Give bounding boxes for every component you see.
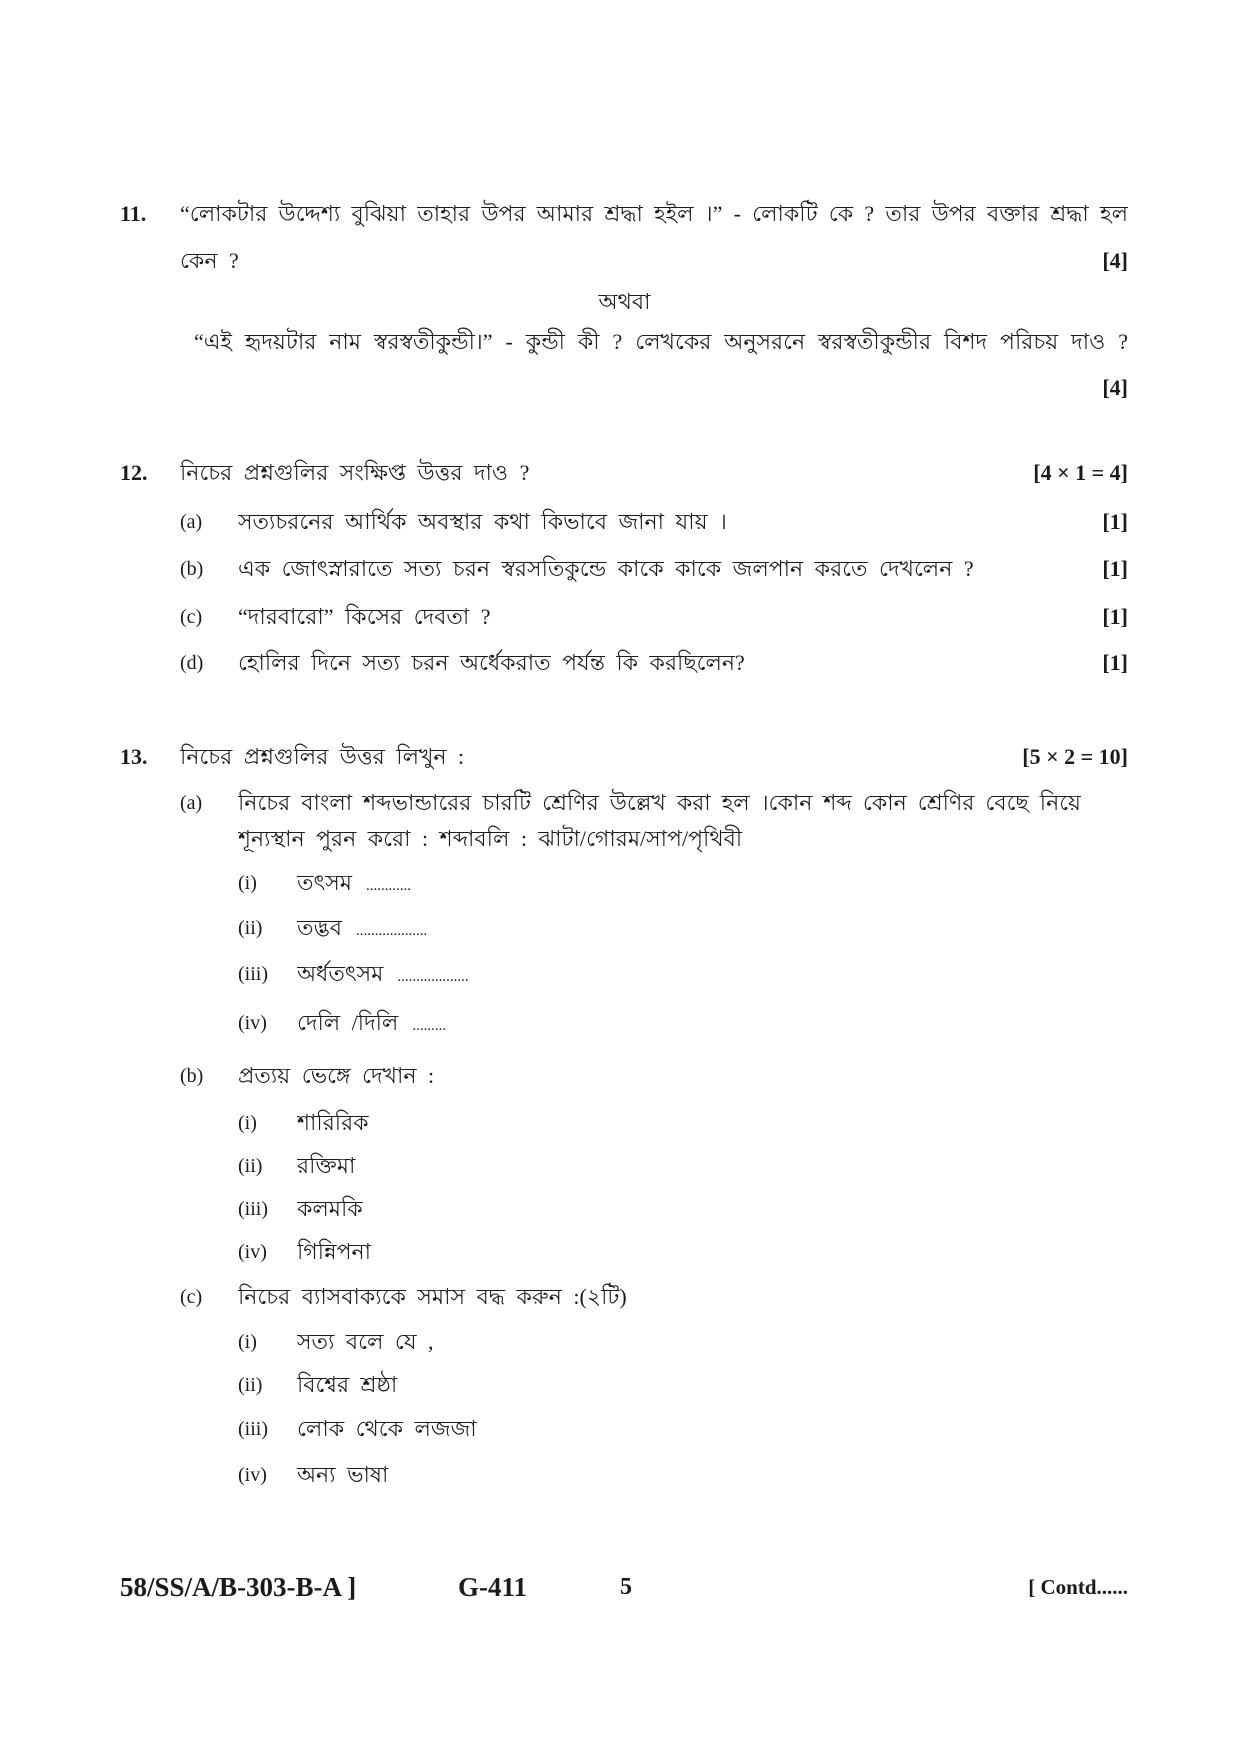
- paper-code: 58/SS/A/B-303-B-A ]: [120, 1572, 357, 1602]
- marks: [1]: [1102, 650, 1128, 675]
- item-text: রক্তিমা: [297, 1153, 356, 1178]
- list-item: [0, 910, 1241, 946]
- list-item: [0, 1367, 1241, 1403]
- item-text: শারিরিক: [297, 1110, 369, 1135]
- item-text: লোক থেকে লজজা: [297, 1416, 477, 1441]
- page-number: 5: [620, 1574, 632, 1600]
- item-label: (ii): [238, 1155, 263, 1177]
- answer-blank: ............: [366, 878, 412, 894]
- sub-question-text: “দারবারো” কিসের দেবতা ?: [238, 604, 491, 629]
- sub-question-a-line-2: [0, 821, 1241, 857]
- marks: [4]: [1102, 248, 1128, 273]
- list-item: [0, 956, 1241, 992]
- question-text: নিচের প্রশ্নগুলির উত্তর লিখুন :: [180, 744, 465, 769]
- item-label: (i): [238, 872, 257, 894]
- sub-question: [0, 551, 1241, 587]
- list-item: [0, 1324, 1241, 1360]
- sub-question: [0, 504, 1241, 540]
- marks: [1]: [1102, 509, 1128, 534]
- item-text: [297, 910, 941, 949]
- sub-question-label: (b): [180, 558, 204, 580]
- marks: [4]: [1102, 375, 1128, 400]
- sub-question-text: এক জোৎস্নারাতে সত্য চরন স্বরসতিকুন্ডে কাকে কাকে জলপান করতে দেখলেন ?: [238, 556, 974, 581]
- answer-blank: ...................: [397, 969, 469, 985]
- item-text: [297, 1005, 941, 1044]
- sub-question-label: (c): [180, 1286, 203, 1308]
- question-12-header: [0, 455, 1241, 491]
- sub-question-text: নিচের ব্যাসবাক্যকে সমাস বদ্ধ করুন :(২টি): [238, 1284, 627, 1309]
- item-text: বিশ্বের শ্রষ্ঠা: [297, 1372, 398, 1397]
- sub-question: [0, 645, 1241, 681]
- sub-question-label: (a): [180, 792, 203, 814]
- marks: [4 × 1 = 4]: [1033, 460, 1128, 485]
- question-text-line: “লোকটার উদ্দেশ্য বুঝিয়া তাহার উপর আমার শ্রদ্ধা হইল ।” - লোকটি কে ? তার উপর বক্তার শ্রদ্ধা হল: [180, 201, 1128, 226]
- sub-question-text-line: শূন্যস্থান পুরন করো : শব্দাবলি : ঝাটা/গোরম/সাপ/পৃথিবী: [238, 826, 743, 851]
- sub-question-text: প্রত্যয় ভেঙ্গে দেখান :: [238, 1063, 435, 1088]
- continued-label: [ Contd......: [1028, 1575, 1128, 1599]
- question-text-line: কেন ?: [180, 248, 239, 273]
- list-item: [0, 1457, 1241, 1493]
- page-footer: [0, 1569, 1241, 1605]
- sub-question-label: (a): [180, 511, 203, 533]
- item-label: (ii): [238, 1374, 263, 1396]
- marks: [1]: [1102, 556, 1128, 581]
- item-word: দেলি /দিলি: [297, 1010, 399, 1035]
- sub-question-text: হোলির দিনে সত্য চরন অর্ধেকরাত পর্যন্ত কি করছিলেন?: [238, 650, 745, 675]
- sub-question-label: (d): [180, 652, 204, 674]
- item-label: (iv): [238, 1464, 267, 1486]
- item-word: অর্ধতৎসম: [297, 961, 384, 986]
- sub-question-text-line: নিচের বাংলা শব্দভান্ডারের চারটি শ্রেণির উল্লেখ করা হল ।কোন শব্দ কোন শ্রেণির বেছে নিয়ে: [238, 790, 1081, 815]
- marks: [5 × 2 = 10]: [1022, 744, 1128, 769]
- item-word: তদ্ভব: [297, 915, 342, 940]
- item-text: কলমকি: [297, 1196, 363, 1221]
- item-text: অন্য ভাষা: [297, 1462, 389, 1487]
- question-text: নিচের প্রশ্নগুলির সংক্ষিপ্ত উত্তর দাও ?: [180, 460, 530, 485]
- question-number: 13.: [120, 744, 148, 769]
- item-word: তৎসম: [297, 870, 353, 895]
- answer-blank: ...................: [355, 923, 428, 939]
- item-label: (iii): [238, 963, 268, 985]
- item-label: (iv): [238, 1241, 267, 1263]
- item-label: (iii): [238, 1198, 268, 1220]
- list-item: [0, 865, 1241, 901]
- sub-question-a-line-1: [0, 785, 1241, 821]
- question-11-line-1: [0, 196, 1241, 232]
- question-number: 11.: [120, 201, 147, 226]
- item-label: (iv): [238, 1012, 267, 1034]
- list-item: [0, 1005, 1241, 1041]
- item-label: (ii): [238, 917, 263, 939]
- sub-question-c: [0, 1279, 1241, 1315]
- item-text: সত্য বলে যে ,: [297, 1329, 434, 1354]
- question-11-line-2: [0, 243, 1241, 279]
- list-item: [0, 1191, 1241, 1227]
- question-number: 12.: [120, 460, 148, 485]
- answer-blank: .........: [412, 1018, 447, 1034]
- marks: [1]: [1102, 604, 1128, 629]
- or-separator-row: [0, 284, 1241, 320]
- list-item: [0, 1234, 1241, 1270]
- item-label: (i): [238, 1331, 257, 1353]
- question-13-header: [0, 739, 1241, 775]
- item-label: (iii): [238, 1418, 268, 1440]
- sub-question: [0, 599, 1241, 635]
- item-label: (i): [238, 1112, 257, 1134]
- alternative-question-text: “এই হৃদয়টার নাম স্বরস্বতীকুন্ডী।” - কুন্ডী কী ? লেখকের অনুসরনে স্বরস্বতীকুন্ডীর বিশদ পরিচয় দাও ?: [194, 329, 1128, 354]
- item-text: গিন্নিপনা: [297, 1239, 372, 1264]
- alternative-marks-row: [0, 370, 1241, 406]
- list-item: [0, 1411, 1241, 1447]
- sub-question-text: সত্যচরনের আর্থিক অবস্থার কথা কিভাবে জানা যায় ।: [238, 509, 727, 534]
- item-text: [297, 865, 941, 904]
- sub-question-label: (b): [180, 1065, 204, 1087]
- or-separator: অথবা: [598, 289, 651, 314]
- list-item: [0, 1148, 1241, 1184]
- sub-question-label: (c): [180, 606, 203, 628]
- item-text: [297, 956, 941, 995]
- paper-number: G-411: [458, 1572, 528, 1602]
- sub-question-b: [0, 1058, 1241, 1094]
- alternative-question-row: [0, 324, 1241, 360]
- list-item: [0, 1105, 1241, 1141]
